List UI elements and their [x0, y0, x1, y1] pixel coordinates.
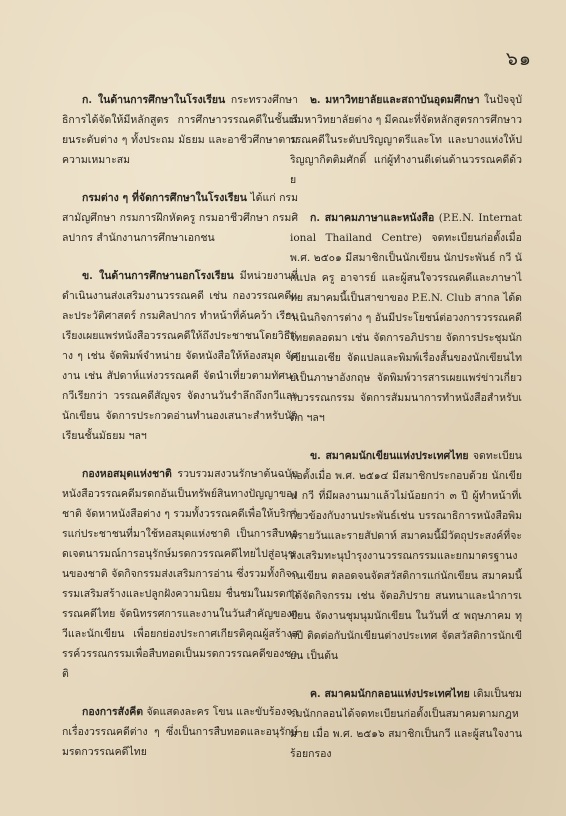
paragraph-body: จัดแสดงละคร โขน และขับร้องจากเรื่องวรรณคดีต่าง ๆ ซึ่งเป็นการสืบทอดและอนุรักษ์มรดกวรรณคดีไทย: [62, 706, 298, 758]
paragraph: [290, 446, 522, 666]
paragraph-body: จดทะเบียนก่อตั้งเมื่อ พ.ศ. ๒๕๑๔ มีสมาชิกประกอบด้วย นักเขียน กวี ที่มีผลงานมาแล้วไม่น้อยกว่า ๓ ปี ผู้ทำหน้าที่เกี่ยวข้องกับงานประพันธ์เช่น บรรณาธิการหนังสือพิมพ์รายวันและรายสัปดาห์ สมาคมนี้มีวัตถุประสงค์ที่จะส่งเสริมทะนุบำรุงงานวรรณกรรมและยกมาตรฐานงานเขียน ตลอดจนจัดสวัสดิการแก่นักเขียน สมาคมนี้ได้จัดกิจกรรม เช่น จัดอภิปราย สนทนาและนำการเขียน จัดงานชุมนุมนักเขียน ในวันที่ ๕ พฤษภาคม ทุกปี ติดต่อกับนักเขียนต่างประเทศ จัดสวัสดิการนักเขียน เป็นต้น: [290, 450, 522, 662]
paragraph: [290, 208, 522, 428]
paragraph-body: (P.E.N. International Thailand Centre) จดทะเบียนก่อตั้งเมื่อ พ.ศ. ๒๕๐๑ มีสมาชิกเป็นนักเขียน นักประพันธ์ กวี นักแปล ครู อาจารย์ และผู้สนใจวรรณคดีและภาษาไทย สมาคมนี้เป็นสาขาของ P.E.N. Club สากล ได้ดำเนินกิจการต่าง ๆ อันมีประโยชน์ต่อวงการวรรณคดีไทยตลอดมา เช่น จัดการอภิปราย จัดการประชุมนักเขียนเอเชีย จัดแปลและพิมพ์เรื่องสั้นของนักเขียนไทยเป็นภาษาอังกฤษ จัดพิมพ์วารสารเผยแพร่ข่าวเกี่ยวกับวรรณกรรม จัดการสัมมนาการทำหนังสือสำหรับเด็ก ฯลฯ: [290, 212, 522, 424]
paragraph: [62, 266, 298, 446]
paragraph: [62, 90, 298, 170]
paragraph-heading: กรมต่าง ๆ ที่จัดการศึกษาในโรงเรียน: [82, 192, 247, 204]
paragraph-heading: ค. สมาคมนักกลอนแห่งประเทศไทย: [310, 688, 470, 700]
paragraph-heading: กองการสังคีต: [82, 706, 144, 718]
page-number: ๖๑: [505, 48, 532, 70]
paragraph-body: เดิมเป็นชมรมนักกลอนได้จดทะเบียนก่อตั้งเป็นสมาคมตามกฎหมาย เมื่อ พ.ศ. ๒๕๑๖ สมาชิกเป็นกวี และผู้สนใจงานร้อยกรอง: [290, 688, 522, 760]
left-column: [62, 90, 298, 780]
paragraph-body: มีหน่วยงานที่ดำเนินงานส่งเสริมงานวรรณคดี เช่น กองวรรณคดีและประวัติศาสตร์ กรมศิลปากร ทำหน้าที่ค้นคว้า เรียบเรียงเผยแพร่หนังสือวรรณคดีให้ถึงประชาชนโดยวิธีต่าง ๆ เช่น จัดพิมพ์จำหน่าย จัดหนังสือให้ห้องสมุด จัดงาน เช่น สัปดาห์แห่งวรรณคดี จัดนำเที่ยวตามทัศนากวีเรียกว่า วรรณคดีสัญจร จัดงานวันรำลึกถึงกวีและนักเขียน จัดการประกวดอ่านทำนองเสนาะสำหรับนักเรียนชั้นมัธยม ฯลฯ: [62, 270, 298, 442]
paragraph-heading: ๒. มหาวิทยาลัยและสถาบันอุดมศึกษา: [310, 94, 480, 106]
paragraph-body: ได้แก่ กรมสามัญศึกษา กรมการฝึกหัดครู กรมอาชีวศึกษา กรมศิลปากร สำนักงานการศึกษาเอกชน: [62, 192, 298, 244]
paragraph: [62, 188, 298, 248]
paragraph: [290, 90, 522, 190]
paragraph-heading: ก. สมาคมภาษาและหนังสือ: [310, 212, 435, 224]
paragraph-heading: ก. ในด้านการศึกษาในโรงเรียน: [82, 94, 226, 106]
right-column: [290, 90, 522, 782]
paragraph-body: รวบรวมสงวนรักษาต้นฉบับหนังสือวรรณคดีมรดกอันเป็นทรัพย์สินทางปัญญาของชาติ จัดหาหนังสือต่าง ๆ รวมทั้งวรรณคดีเพื่อให้บริการแก่ประชาชนที่มาใช้หอสมุดแห่งชาติ เป็นการสืบทอดเจตนารมณ์การอนุรักษ์มรดกวรรณคดีไทยไปสู่อนุชนของชาติ จัดกิจกรรมส่งเสริมการอ่าน ซึ่งรวมทั้งกิจกรรมเสริมสร้างและปลูกฝังความนิยม ชื่นชมในมรดกวรรณคดีไทย จัดนิทรรศการและงานในวันสำคัญของกวีและนักเขียน เพื่อยกย่องประกาศเกียรติคุณผู้สร้างสรรค์วรรณกรรมเพื่อสืบทอดเป็นมรดกวรรณคดีของชาติ: [62, 468, 298, 680]
paragraph: [62, 464, 298, 684]
paragraph-heading: กองหอสมุดแห่งชาติ: [82, 468, 172, 480]
paragraph-body: กระทรวงศึกษาธิการได้จัดให้มีหลักสูตร การศึกษาวรรณคดีในชั้นเรียนระดับต่าง ๆ ทั้งประถม มัธยม และอาชีวศึกษาตามความเหมาะสม: [62, 94, 298, 166]
paragraph: [62, 702, 298, 762]
paragraph-body: ในปัจจุบันมหาวิทยาลัยต่าง ๆ มีคณะที่จัดหลักสูตรการศึกษาวรรณคดีในระดับปริญญาตรีและโท และบางแห่งให้ปริญญากิตติมศักดิ์ แก่ผู้ทำงานดีเด่นด้านวรรณคดีด้วย: [290, 94, 522, 186]
paragraph-heading: ข. ในด้านการศึกษานอกโรงเรียน: [82, 270, 234, 282]
paragraph-heading: ข. สมาคมนักเขียนแห่งประเทศไทย: [310, 450, 469, 462]
paragraph: [290, 684, 522, 764]
